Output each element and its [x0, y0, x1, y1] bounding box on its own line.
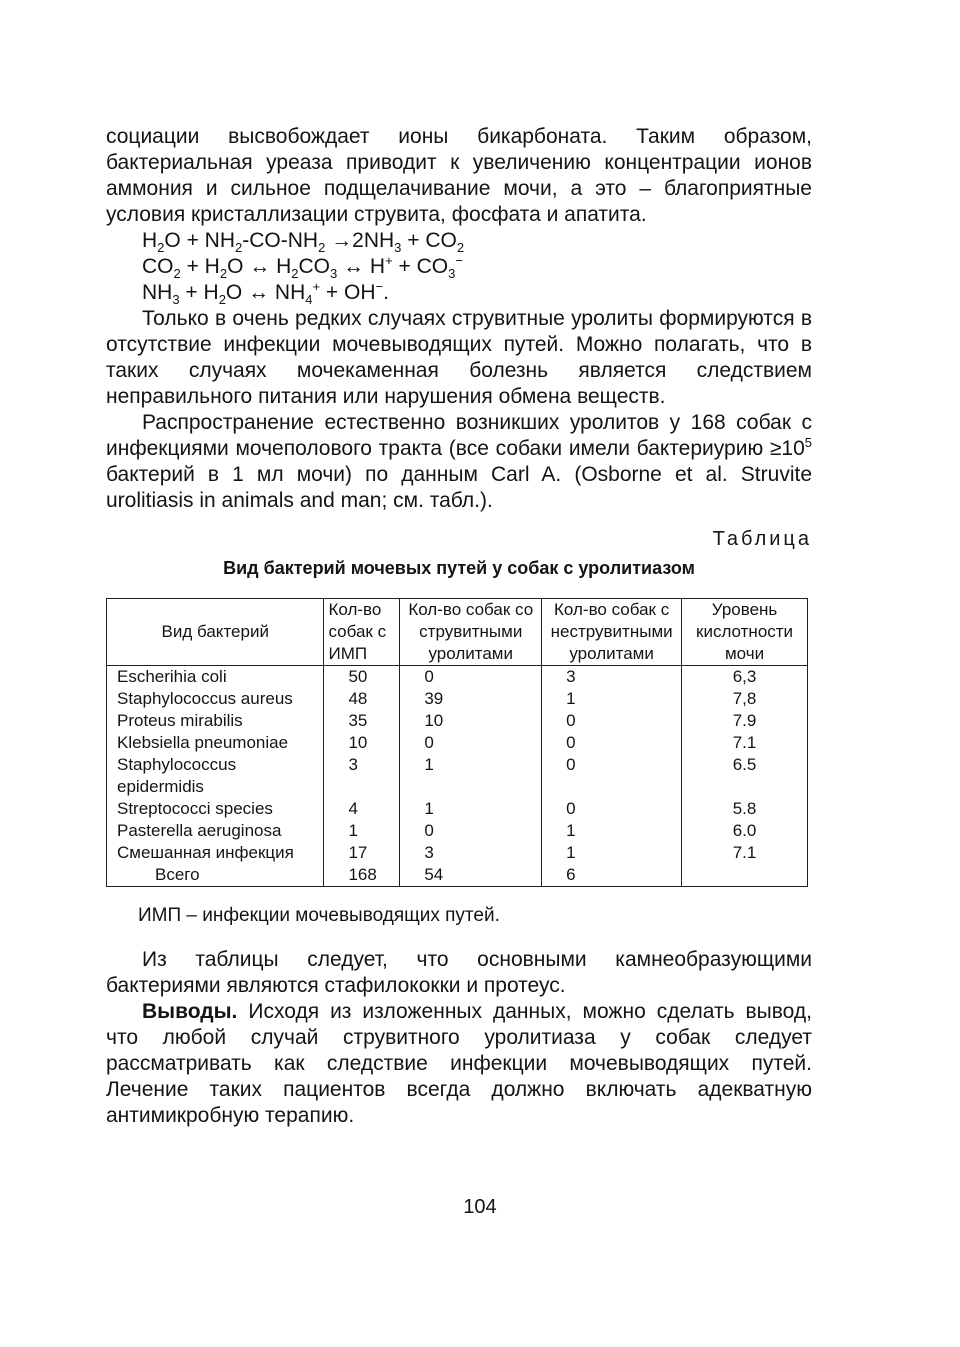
- formula-ammonium: $NH_3 + H_2O$ ↔ $NH_4^+ + OH^-$.: [142, 279, 389, 308]
- header-dogs-nonstruvite: Кол-во собак с неструвитными уролитами: [542, 599, 682, 666]
- table-title: Вид бактерий мочевых путей у собак с уролитиазом: [223, 558, 695, 578]
- paragraph-findings: Выводы. Исходя из изложенных данных, можно сделать вывод, что любой случай струвитного уролитиаза у собак следует рассматривать как следствие инфекции мочевыводящих путей. Лечение таких пациентов всегда должно включать адекватную антимикробную терапию.: [106, 1000, 812, 1127]
- table-row: Pasterella aeruginosa 1 0 1 6.0: [107, 820, 808, 842]
- table-row: Escherihia coli 50 0 3 6,3: [107, 666, 808, 689]
- header-bacteria-type: Вид бактерий: [107, 599, 324, 666]
- formula-urea-hydrolysis: $H_2O + NH_2-CO-NH_2 \to 2NH_3 + CO_2$: [142, 229, 465, 256]
- table-row: Klebsiella pneumoniae 10 0 0 7.1: [107, 732, 808, 754]
- header-urine-acidity: Уровень кислотности мочи: [682, 599, 808, 666]
- bacteria-table: [106, 598, 808, 887]
- paragraph-spread: Распространение естественно возникших уролитов у 168 собак с инфекциями мочеполового тракта (все собаки имели бактериурию $\ge 10^5$ бактерий в 1 мл мочи) по данным Carl A. (Osborne et al. Struvite urolitiasis in animals and man; см. табл.).: [106, 411, 812, 512]
- table-header-row: [107, 599, 808, 666]
- formula-carbonic-acid: $CO_2 + H_2O$ ↔ $H_2CO_3$ ↔ $H^+ + CO_3^-$: [142, 253, 463, 282]
- header-dogs-struvite: Кол-во собак со струвитными уролитами: [400, 599, 542, 666]
- document-page: [106, 124, 812, 1129]
- table-footnote: ИМП – инфекции мочевыводящих путей.: [138, 905, 500, 926]
- findings-heading: Выводы.: [142, 1000, 238, 1023]
- table-row: Смешанная инфекция 17 3 1 7.1: [107, 842, 808, 864]
- table-row: Staphylococcus epidermidis 3 1 0 6.5: [107, 754, 808, 798]
- table-row: Proteus mirabilis 35 10 0 7.9: [107, 710, 808, 732]
- paragraph-rare-cases: Только в очень редких случаях струвитные уролиты формируются в отсутствие инфекции мочевыводящих путей. Можно полагать, что в таких случаях мочекаменная болезнь является следствием неправильного питания или нарушения обмена веществ.: [106, 307, 812, 408]
- table-row-total: Всего 168 54 6: [107, 864, 808, 887]
- page-number: 104: [463, 1196, 497, 1218]
- paragraph-intro: социации высвобождает ионы бикарбоната. Таким образом, бактериальная уреаза приводит к увеличению концентрации ионов аммония и сильное подщелачивание мочи, а это – благоприятные условия кристаллизации струвита, фосфата и апатита.: [106, 125, 812, 226]
- table-label: Таблица: [712, 528, 812, 550]
- table-row: Staphylococcus aureus 48 39 1 7,8: [107, 688, 808, 710]
- header-dogs-uti: Кол-во собак с ИМП: [324, 599, 400, 666]
- table-row: Streptococci species 4 1 0 5.8: [107, 798, 808, 820]
- paragraph-conclusion: Из таблицы следует, что основными камнеобразующими бактериями являются стафилококки и протеус.: [106, 948, 812, 997]
